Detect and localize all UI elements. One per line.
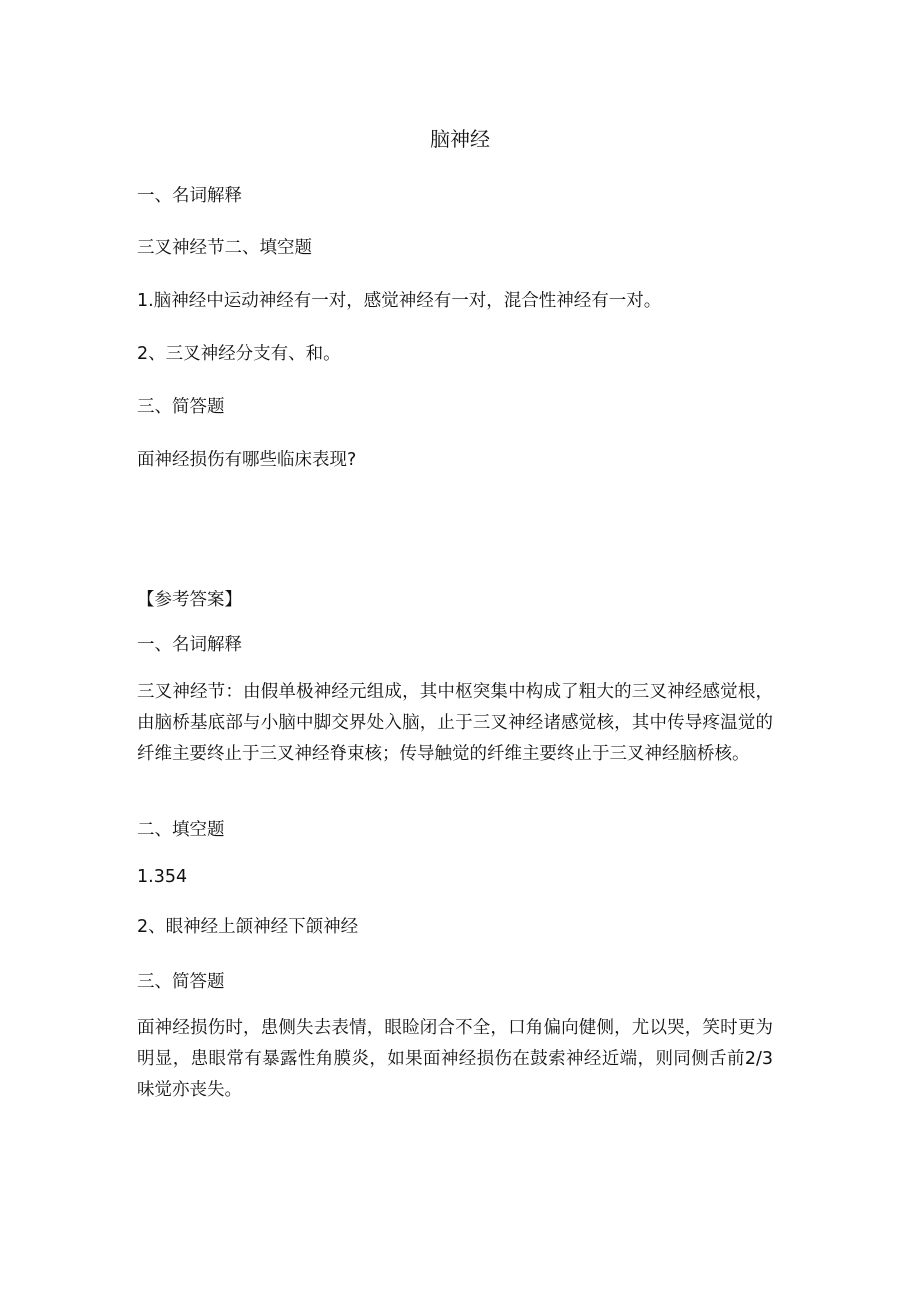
section-heading-short-answer: 三、简答题 (137, 397, 225, 417)
question-term-and-fill-blank-heading: 三叉神经节二、填空题 (137, 238, 312, 258)
answer-section-heading-term-definition: 一、名词解释 (137, 635, 242, 655)
document-title: 脑神经 (430, 127, 490, 151)
answer-term-definition: 三叉神经节：由假单极神经元组成，其中枢突集中构成了粗大的三叉神经感觉根，由脑桥基底部与小脑中脚交界处入脑，止于三叉神经诸感觉核，其中传导疼温觉的纤维主要终止于三叉神经脊束核；传导触觉的纤维主要终止于三叉神经脑桥核。 (137, 682, 773, 764)
answer-section-heading-fill-blank: 二、填空题 (137, 820, 225, 840)
answer-section-heading-short-answer: 三、简答题 (137, 972, 225, 992)
fill-blank-question-2: 2、三叉神经分支有、和。 (137, 344, 341, 364)
short-answer-question-1: 面神经损伤有哪些临床表现? (137, 450, 357, 470)
answer-short-answer: 面神经损伤时，患侧失去表情，眼睑闭合不全，口角偏向健侧，尤以哭，笑时更为明显，患眼常有暴露性角膜炎，如果面神经损伤在鼓索神经近端，则同侧舌前2/3味觉亦丧失。 (137, 1018, 773, 1100)
answer-fill-blank-2: 2、眼神经上颌神经下颌神经 (137, 917, 359, 937)
fill-blank-question-1: 1.脑神经中运动神经有一对，感觉神经有一对，混合性神经有一对。 (137, 291, 662, 311)
section-heading-term-definition: 一、名词解释 (137, 186, 242, 206)
answer-key-heading: 【参考答案】 (137, 590, 242, 610)
answer-fill-blank-1: 1.354 (137, 867, 188, 887)
